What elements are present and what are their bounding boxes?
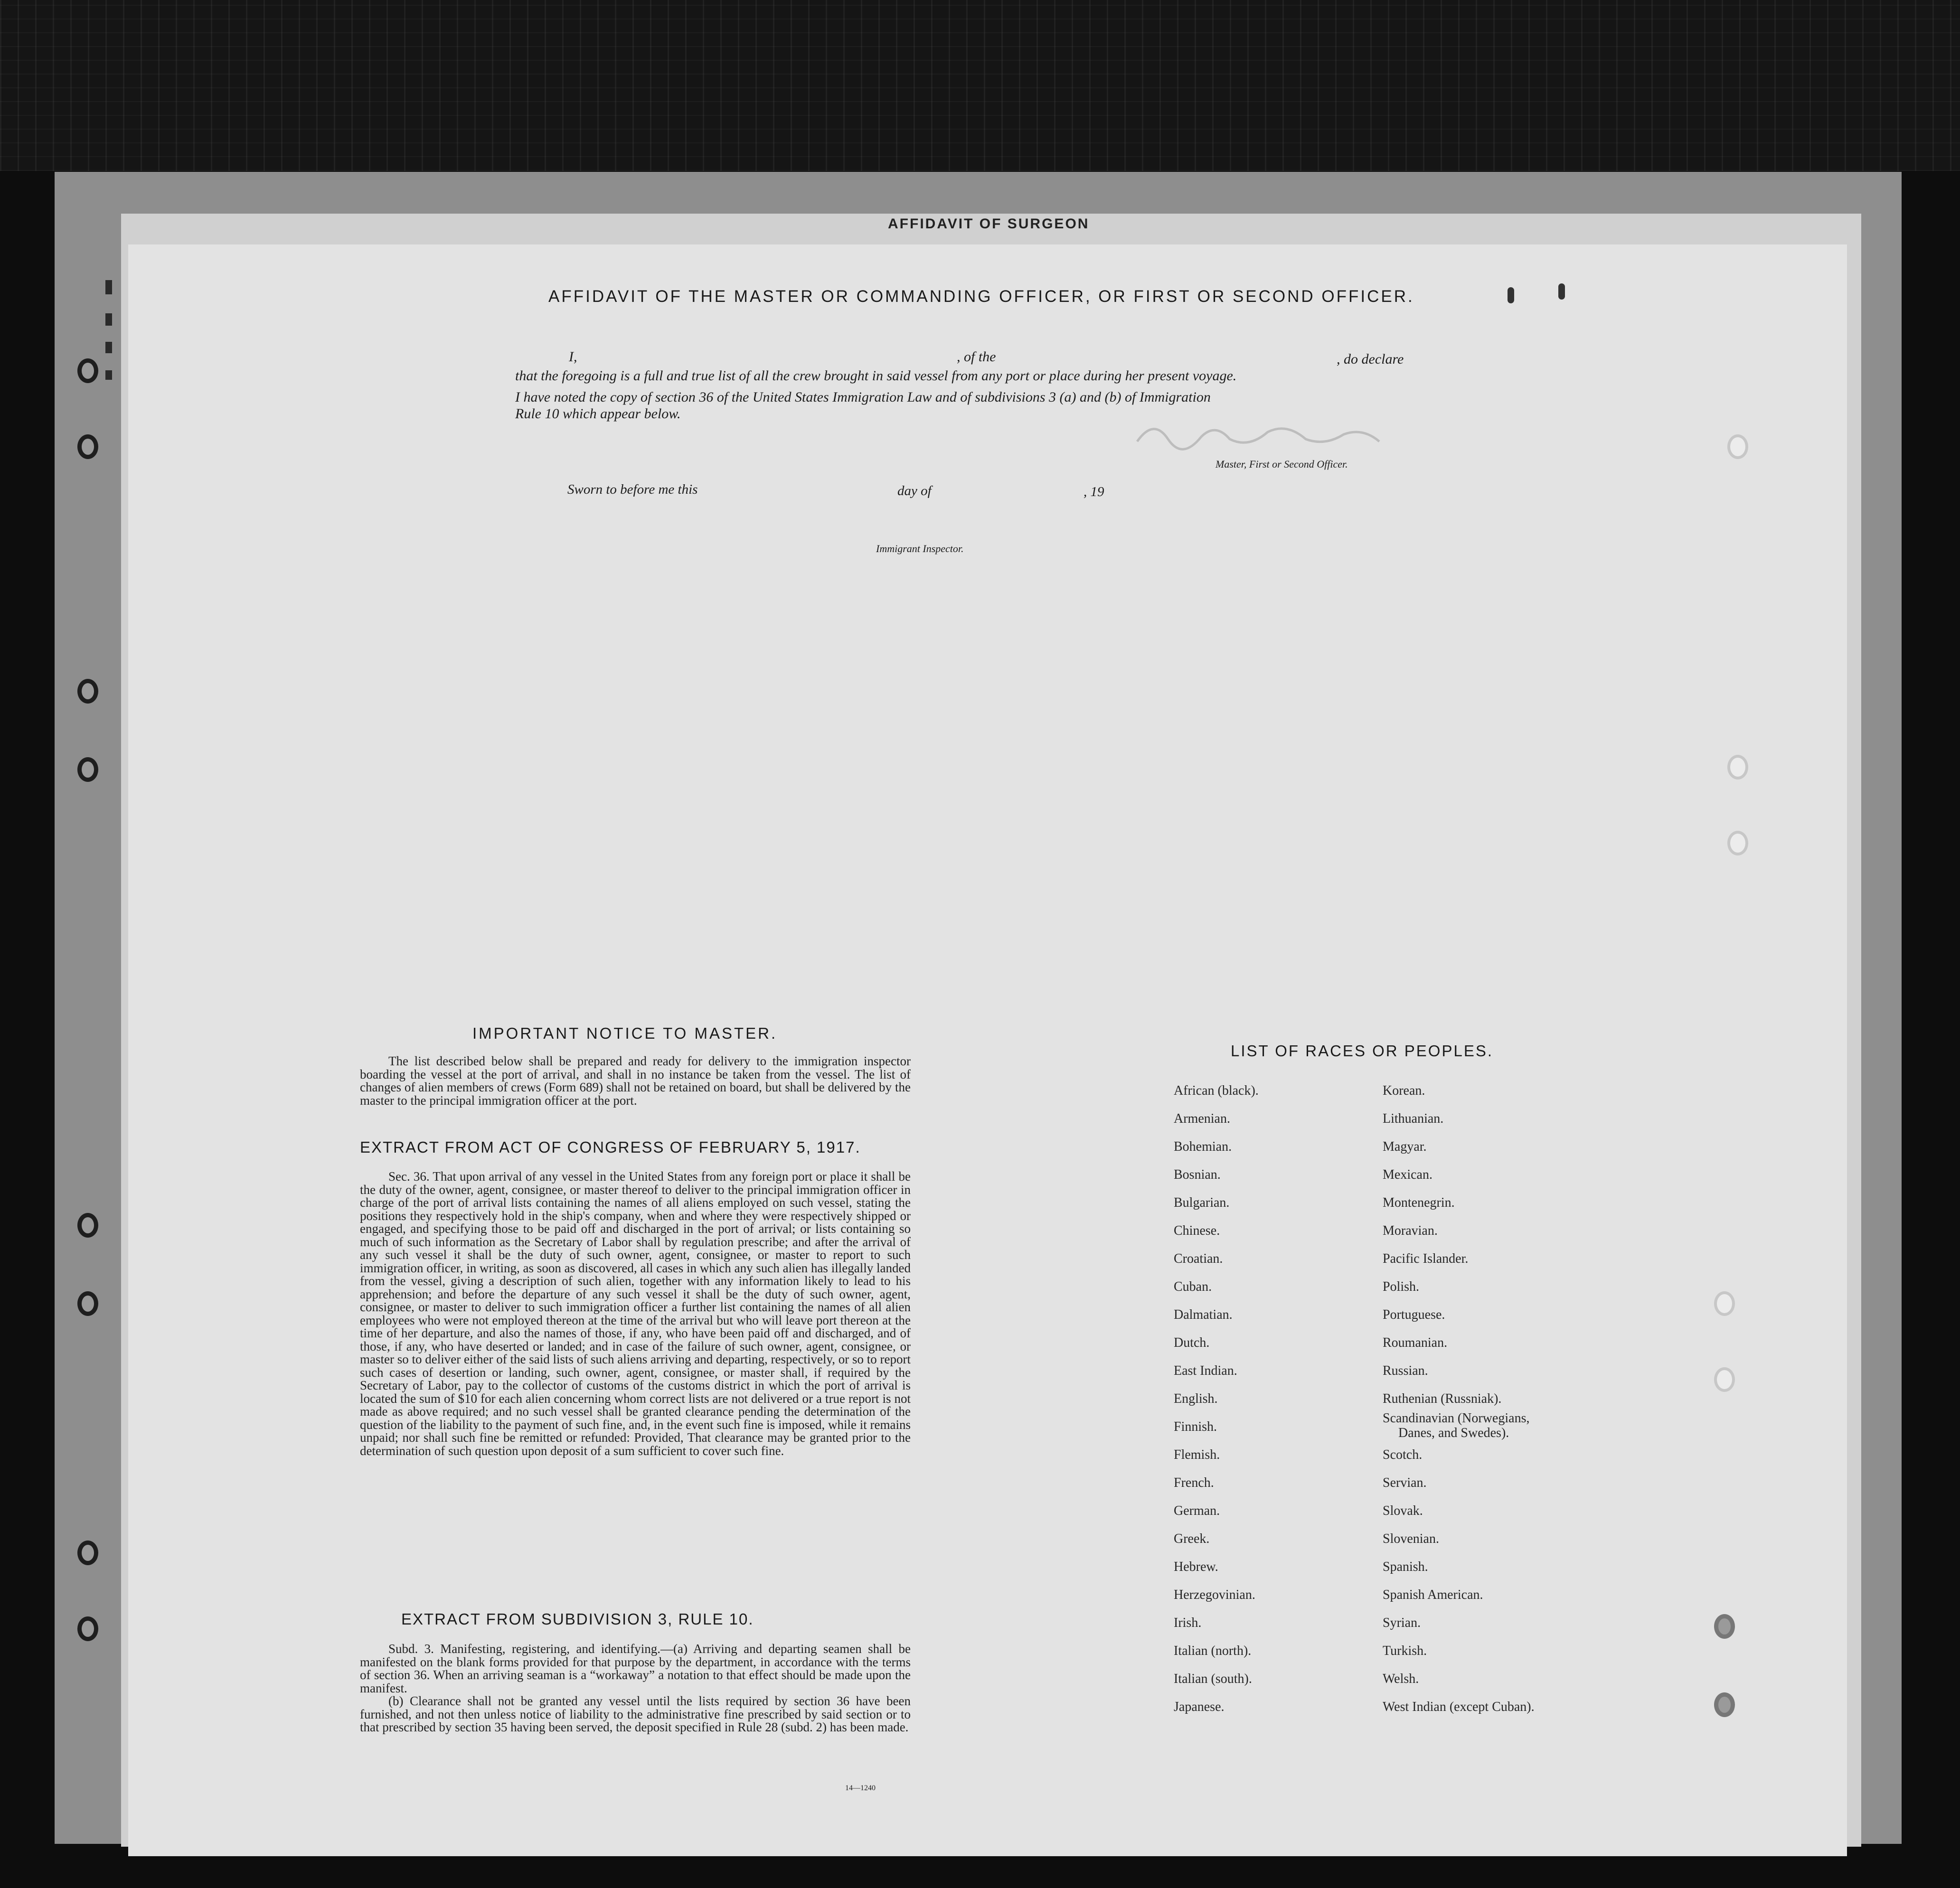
affidavit-do-declare: , do declare (1337, 351, 1404, 367)
punch-hole-icon (1714, 1367, 1735, 1392)
edge-mark (105, 342, 112, 353)
race-item: Herzegovinian. (1174, 1587, 1255, 1602)
race-item: Bulgarian. (1174, 1195, 1230, 1210)
race-item: Slovak. (1383, 1503, 1423, 1518)
day-of-label: day of (897, 483, 932, 498)
race-item-continuation: Danes, and Swedes). (1398, 1426, 1509, 1440)
punch-hole-icon (77, 1540, 98, 1565)
punch-hole-icon (1727, 755, 1748, 780)
rule-body (360, 1643, 911, 1734)
rule-para-a: Subd. 3. Manifesting, registering, and identifying.—(a) Arriving and departing seamen shall be manifested on the blank forms provided for that purpose by the department, in accordance with the terms of section 36. When an arriving seaman is a “workaway” a notation to that effect should be made upon the manifest. (360, 1642, 911, 1695)
film-border-top (0, 0, 1960, 171)
race-item: Spanish American. (1383, 1587, 1483, 1602)
affidavit-title: AFFIDAVIT OF THE MASTER OR COMMANDING OFFICER, OR FIRST OR SECOND OFFICER. (548, 287, 1414, 306)
races-title: LIST OF RACES OR PEOPLES. (1231, 1042, 1494, 1060)
punch-hole-icon (1727, 434, 1748, 459)
race-item: Korean. (1383, 1083, 1425, 1098)
race-item: Cuban. (1174, 1279, 1212, 1294)
race-item: Lithuanian. (1383, 1111, 1444, 1126)
punch-hole-icon (77, 1213, 98, 1238)
race-item: Servian. (1383, 1475, 1427, 1490)
punch-hole-icon (1714, 1291, 1735, 1316)
race-item: Japanese. (1174, 1700, 1225, 1714)
race-item: Moravian. (1383, 1223, 1438, 1238)
race-item: Chinese. (1174, 1223, 1220, 1238)
edge-mark (105, 280, 112, 294)
race-item: English. (1174, 1391, 1218, 1406)
notice-body (360, 1055, 911, 1107)
race-item: Roumanian. (1383, 1335, 1448, 1350)
act-body-text: Sec. 36. That upon arrival of any vessel in the United States from any foreign port or place it shall be the duty of the owner, agent, consignee, or master thereof to deliver to the principal immigration officer in charge of the port of arrival lists containing the names of all aliens employed on such vessel, stating the positions they respectively hold in the ship's company, when and where they were respectively shipped or engaged, and specifying those to be paid off and discharged in the port of arrival; or lists containing so much of such information as the Secretary of Labor shall by regulation prescribe; and after the arrival of any such vessel it shall be the duty of such owner, agent, consignee, or master to report to such immigration officer, in writing, as soon as discovered, all cases in which any such alien has illegally landed from the vessel, giving a description of such alien, together with any information likely to lead to his apprehension; and before the departure of any such vessel it shall be the duty of such owner, agent, consignee, or master to deliver to such immigration officer a further list containing the names of all alien employees who were not employed thereon at the time of the arrival but who will leave port thereon at the time of her departure, and also the names of those, if any, who have been paid off and discharged, and of those, if any, who have deserted or landed; and in case of the failure of such owner, agent, consignee, or master so to deliver either of the said lists of such aliens arriving and departing, respectively, or so to report such cases of desertion or landing, such owner, agent, consignee, or master shall, if required by the Secretary of Labor, pay to the collector of customs of the customs district in which the port of arrival is located the sum of $10 for each alien concerning whom correct lists are not delivered or a true report is not made as above required; and no such vessel shall be granted clearance pending the determination of the question of the liability to the payment of such fine, and, in the event such fine is imposed, while it remains unpaid; nor shall such fine be remitted or refunded: Provided, That clearance may be granted prior to the determination of such question upon deposit of a sum sufficient to cover such fine. (360, 1169, 911, 1458)
race-item: Slovenian. (1383, 1531, 1439, 1546)
affidavit-i-label: I, (569, 349, 577, 365)
race-item: Montenegrin. (1383, 1195, 1455, 1210)
race-item: Croatian. (1174, 1251, 1223, 1266)
year-label: , 19 (1084, 484, 1104, 499)
rule-para-b: (b) Clearance shall not be granted any vessel until the lists required by section 36 have been furnished, and not then unless notice of liability to the administrative fine prescribed by said section or to that prescribed by section 35 having been served, the deposit specified in Rule 28 (subd. 2) has been made. (360, 1694, 911, 1734)
inspector-caption: Immigrant Inspector. (876, 543, 964, 554)
notice-body-text: The list described below shall be prepared and ready for delivery to the immigration inspector boarding the vessel at the port of arrival, and shall in no instance be taken from the vessel. The list of changes of alien members of crews (Form 689) shall not be retained on board, but shall be delivered by the master to the principal immigration officer at the port. (360, 1054, 911, 1108)
race-item: German. (1174, 1503, 1220, 1518)
race-item: Spanish. (1383, 1559, 1428, 1574)
punch-hole-icon (77, 679, 98, 704)
affidavit-line-2: I have noted the copy of section 36 of the United States Immigration Law and of subdivisions 3 (a) and (b) of Immigration (515, 389, 1211, 405)
race-item: Scandinavian (Norwegians, (1383, 1411, 1530, 1426)
race-item: Dutch. (1174, 1335, 1210, 1350)
race-item: East Indian. (1174, 1363, 1237, 1378)
race-item: Magyar. (1383, 1139, 1427, 1154)
race-item: Mexican. (1383, 1167, 1432, 1182)
race-item: Flemish. (1174, 1447, 1220, 1462)
race-item: Dalmatian. (1174, 1307, 1233, 1322)
punch-hole-icon (77, 1291, 98, 1316)
affidavit-line-3: Rule 10 which appear below. (515, 406, 681, 422)
rule-title: EXTRACT FROM SUBDIVISION 3, RULE 10. (401, 1610, 754, 1628)
race-item: Syrian. (1383, 1616, 1421, 1630)
race-item: Turkish. (1383, 1644, 1427, 1658)
document-page (128, 244, 1847, 1856)
race-item: Portuguese. (1383, 1307, 1445, 1322)
act-title: EXTRACT FROM ACT OF CONGRESS OF FEBRUARY 5, 1917. (360, 1138, 861, 1156)
punch-hole-icon (77, 434, 98, 459)
punch-hole-icon (1727, 831, 1748, 855)
race-item: Greek. (1174, 1531, 1210, 1546)
edge-mark (105, 370, 112, 380)
race-item: Bosnian. (1174, 1167, 1221, 1182)
race-item: Italian (south). (1174, 1672, 1252, 1686)
form-number: 14—1240 (845, 1784, 876, 1792)
officer-caption: Master, First or Second Officer. (1216, 458, 1348, 470)
race-item: Welsh. (1383, 1672, 1419, 1686)
rivet-icon (1558, 283, 1565, 300)
sworn-label: Sworn to before me this (567, 482, 698, 497)
affidavit-line-1: that the foregoing is a full and true list of all the crew brought in said vessel from any port or place during her present voyage. (515, 368, 1237, 384)
notice-title: IMPORTANT NOTICE TO MASTER. (472, 1024, 778, 1042)
race-item: Irish. (1174, 1616, 1202, 1630)
race-item: Polish. (1383, 1279, 1420, 1294)
race-item: Russian. (1383, 1363, 1428, 1378)
under-sheet-title: AFFIDAVIT OF SURGEON (888, 216, 1090, 232)
punch-hole-icon (77, 757, 98, 782)
rivet-icon (1508, 287, 1514, 303)
edge-mark (105, 313, 112, 326)
race-item: Hebrew. (1174, 1559, 1218, 1574)
signature-scrawl-icon (1135, 413, 1382, 456)
race-item: West Indian (except Cuban). (1383, 1700, 1535, 1714)
race-item: Ruthenian (Russniak). (1383, 1391, 1502, 1406)
affidavit-of-the: , of the (957, 349, 996, 365)
race-item: African (black). (1174, 1083, 1259, 1098)
punch-hole-icon (77, 358, 98, 383)
act-body (360, 1170, 911, 1457)
race-item: Finnish. (1174, 1419, 1217, 1434)
punch-hole-icon (1714, 1614, 1735, 1639)
race-item: Scotch. (1383, 1447, 1423, 1462)
race-item: Pacific Islander. (1383, 1251, 1469, 1266)
race-item: French. (1174, 1475, 1214, 1490)
race-item: Armenian. (1174, 1111, 1230, 1126)
punch-hole-icon (1714, 1692, 1735, 1717)
race-item: Italian (north). (1174, 1644, 1252, 1658)
race-item: Bohemian. (1174, 1139, 1232, 1154)
punch-hole-icon (77, 1616, 98, 1641)
